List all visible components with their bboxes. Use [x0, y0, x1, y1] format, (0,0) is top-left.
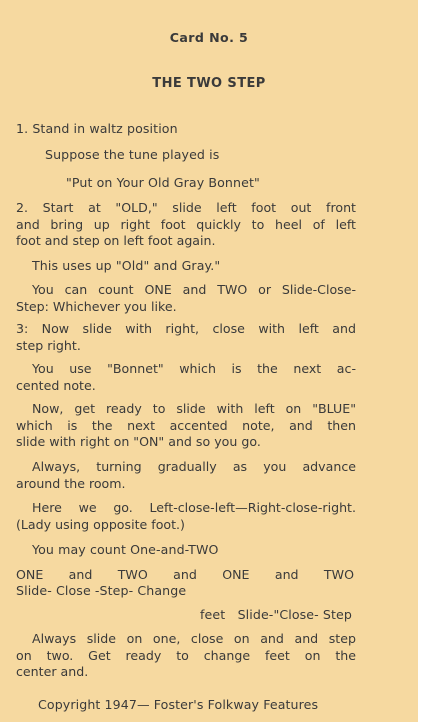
count-word: and	[274, 567, 299, 582]
step-2-line: 2. Start at "OLD," slide left foot out front	[16, 200, 356, 215]
step-2-line: and bring up right foot quickly to heel of left	[16, 216, 356, 232]
bonnet-paragraph	[16, 361, 356, 394]
count-word: ONE	[222, 567, 250, 582]
slide-row: Slide- Close -Step- Change	[16, 583, 187, 598]
final-line: on two. Get ready to change feet on the	[16, 647, 356, 663]
count-row	[16, 566, 354, 583]
count-word: and	[173, 567, 197, 582]
may-count-line: You may count One-and-TWO	[32, 542, 219, 557]
step-3-paragraph	[16, 321, 356, 354]
blue-line: slide with right on "ON" and so you go.	[16, 434, 261, 449]
count-word: ONE	[16, 567, 44, 582]
step-2-line: foot and step on left foot again.	[16, 233, 216, 248]
suppose-line: Suppose the tune played is	[45, 147, 220, 162]
bonnet-line: cented note.	[16, 377, 96, 393]
card-title: THE TWO STEP	[152, 76, 266, 91]
here-line: Here we go. Left-close-left—Right-close-right.	[32, 500, 356, 515]
step-3-line: 3: Now slide with right, close with left and	[16, 321, 356, 336]
step-1: 1. Stand in waltz position	[16, 121, 178, 136]
count-line: You can count ONE and TWO or Slide-Close-	[32, 282, 356, 297]
step-3-line: step right.	[16, 337, 81, 353]
copyright-line: Copyright 1947— Foster's Folkway Features	[38, 697, 319, 712]
count-word: and	[68, 567, 93, 582]
count-word: TWO	[117, 567, 148, 582]
count-paragraph	[16, 282, 356, 315]
card-number: Card No. 5	[169, 30, 249, 45]
always-line: Always, turning gradually as you advance	[32, 459, 356, 474]
count-word: TWO	[323, 567, 354, 582]
here-line: (Lady using opposite foot.)	[16, 516, 185, 532]
count-line: Step: Whichever you like.	[16, 298, 177, 314]
here-paragraph	[16, 500, 356, 533]
blue-line: which is the next accented note, and then	[16, 417, 356, 433]
final-line: center and.	[16, 664, 89, 679]
always-line: around the room.	[16, 475, 126, 491]
step-2-paragraph	[16, 200, 356, 250]
final-line: Always slide on one, close on and and step	[32, 631, 356, 646]
blue-paragraph	[16, 401, 356, 451]
feet-row: feet Slide-"Close- Step	[200, 607, 352, 622]
tune-name: "Put on Your Old Gray Bonnet"	[66, 175, 260, 190]
uses-up-line: This uses up "Old" and Gray."	[32, 258, 221, 273]
blue-line: Now, get ready to slide with left on "BLUE"	[32, 401, 356, 416]
bonnet-line: You use "Bonnet" which is the next ac-	[32, 361, 356, 376]
always-paragraph	[16, 459, 356, 492]
final-paragraph	[16, 631, 356, 681]
